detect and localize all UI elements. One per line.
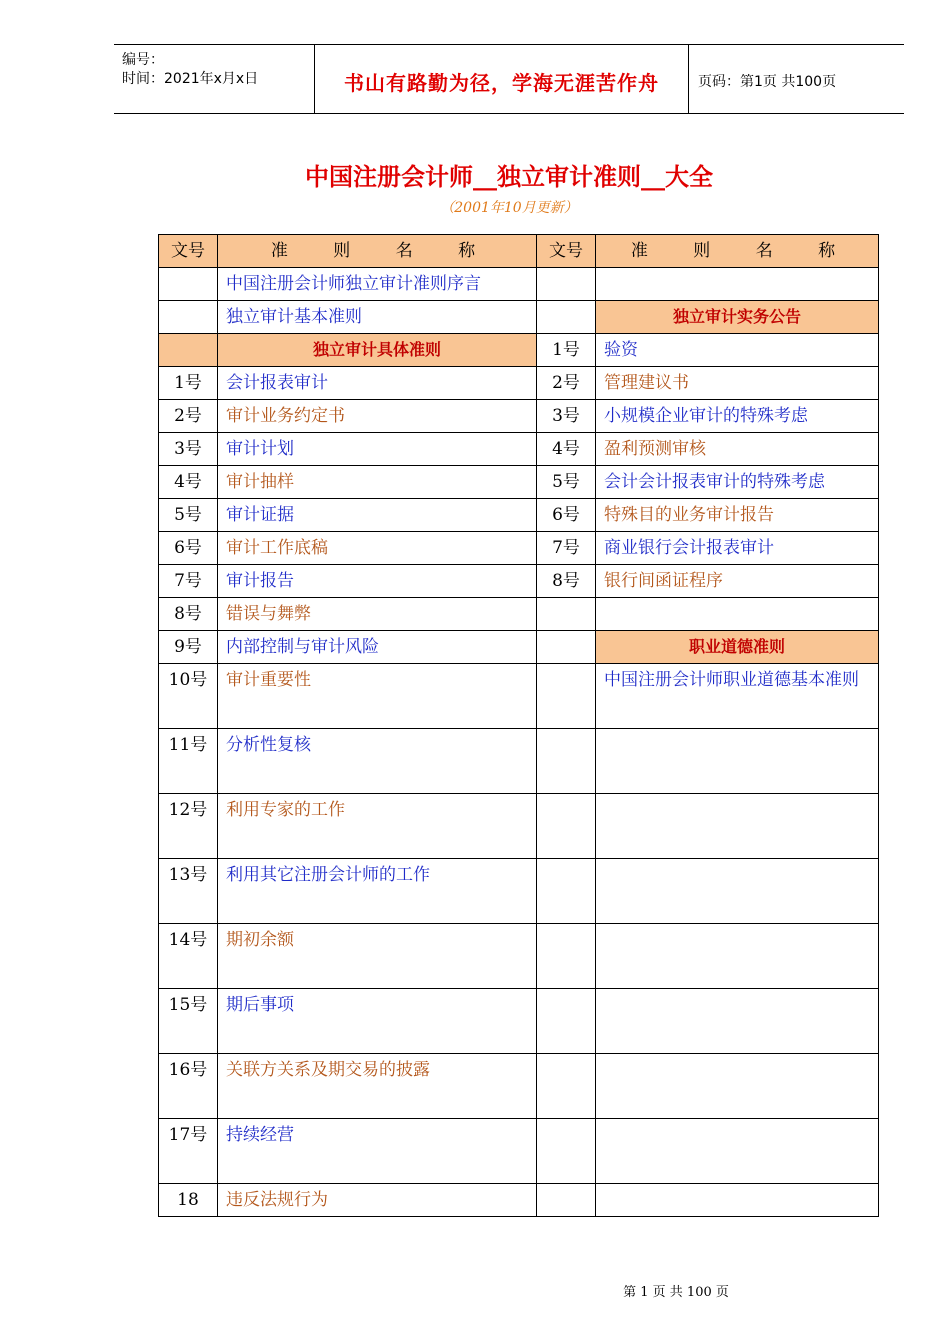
- bulletin-number: 8号: [537, 565, 596, 598]
- bulletin-number: [537, 268, 596, 301]
- standard-name: 内部控制与审计风险: [218, 631, 537, 664]
- standard-name: 审计抽样: [218, 466, 537, 499]
- standard-number: 6号: [159, 532, 218, 565]
- bulletin-number: [537, 1184, 596, 1217]
- page-header: [114, 44, 904, 114]
- table-row: [159, 367, 879, 400]
- standard-number: 11号: [159, 729, 218, 794]
- standard-number: 2号: [159, 400, 218, 433]
- standard-name: 错误与舞弊: [218, 598, 537, 631]
- bulletin-number: 1号: [537, 334, 596, 367]
- bulletin-name: 盈利预测审核: [596, 433, 879, 466]
- bulletin-number: 5号: [537, 466, 596, 499]
- table-row: [159, 924, 879, 989]
- bulletin-number: [537, 794, 596, 859]
- standard-name: 审计证据: [218, 499, 537, 532]
- standard-name: 审计业务约定书: [218, 400, 537, 433]
- bulletin-number: [537, 598, 596, 631]
- bulletin-number: 2号: [537, 367, 596, 400]
- standard-name: 中国注册会计师独立审计准则序言: [218, 268, 537, 301]
- standard-number: [159, 301, 218, 334]
- bulletin-number: [537, 664, 596, 729]
- bulletin-number: [537, 859, 596, 924]
- bulletin-number: 3号: [537, 400, 596, 433]
- standard-number: 16号: [159, 1054, 218, 1119]
- standard-name: 期初余额: [218, 924, 537, 989]
- standard-number: 14号: [159, 924, 218, 989]
- table-row: [159, 268, 879, 301]
- bulletin-name: 独立审计实务公告: [596, 301, 879, 334]
- document-title: 中国注册会计师__独立审计准则__大全: [305, 162, 713, 191]
- column-header: 文号: [537, 235, 596, 268]
- bulletin-name: 特殊目的业务审计报告: [596, 499, 879, 532]
- standard-number: 4号: [159, 466, 218, 499]
- table-row: [159, 1184, 879, 1217]
- bulletin-number: [537, 301, 596, 334]
- standard-number: 17号: [159, 1119, 218, 1184]
- bulletin-name: [596, 1119, 879, 1184]
- table-row: [159, 565, 879, 598]
- standard-name: 违反法规行为: [218, 1184, 537, 1217]
- standard-name: 利用专家的工作: [218, 794, 537, 859]
- bulletin-name: 商业银行会计报表审计: [596, 532, 879, 565]
- bulletin-name: [596, 859, 879, 924]
- standard-name: 期后事项: [218, 989, 537, 1054]
- bulletin-number: [537, 631, 596, 664]
- table-row: [159, 1054, 879, 1119]
- page-footer: 第 1 页 共 100 页: [623, 1285, 729, 1300]
- header-page-info: 页码：第1页 共100页: [698, 74, 837, 90]
- standard-name: 会计报表审计: [218, 367, 537, 400]
- bulletin-name: 小规模企业审计的特殊考虑: [596, 400, 879, 433]
- bulletin-number: 4号: [537, 433, 596, 466]
- header-motto: 书山有路勤为径，学海无涯苦作舟: [344, 71, 659, 95]
- bulletin-name: 验资: [596, 334, 879, 367]
- standard-number: 5号: [159, 499, 218, 532]
- table-row: [159, 794, 879, 859]
- standard-number: [159, 268, 218, 301]
- standard-number: 1号: [159, 367, 218, 400]
- table-row: [159, 433, 879, 466]
- standard-number: [159, 334, 218, 367]
- bulletin-number: 6号: [537, 499, 596, 532]
- standard-number: 10号: [159, 664, 218, 729]
- bulletin-name: 职业道德准则: [596, 631, 879, 664]
- table-row: [159, 1119, 879, 1184]
- header-divider: [688, 45, 689, 113]
- bulletin-name: [596, 598, 879, 631]
- column-header: 文号: [159, 235, 218, 268]
- bulletin-name: 中国注册会计师职业道德基本准则: [596, 664, 879, 729]
- standard-name: 利用其它注册会计师的工作: [218, 859, 537, 924]
- standard-name: 审计重要性: [218, 664, 537, 729]
- standard-name: 审计工作底稿: [218, 532, 537, 565]
- standard-number: 7号: [159, 565, 218, 598]
- standard-name: 审计计划: [218, 433, 537, 466]
- standard-number: 8号: [159, 598, 218, 631]
- bulletin-name: 管理建议书: [596, 367, 879, 400]
- table-row: [159, 499, 879, 532]
- table-row: [159, 729, 879, 794]
- standard-number: 9号: [159, 631, 218, 664]
- table-row: [159, 466, 879, 499]
- bulletin-name: [596, 268, 879, 301]
- table-row: [159, 532, 879, 565]
- standard-number: 15号: [159, 989, 218, 1054]
- bulletin-number: [537, 729, 596, 794]
- bulletin-number: [537, 924, 596, 989]
- standard-number: 3号: [159, 433, 218, 466]
- bulletin-name: [596, 924, 879, 989]
- header-meta: [122, 51, 312, 89]
- table-row: [159, 598, 879, 631]
- table-row: [159, 631, 879, 664]
- table-row: [159, 334, 879, 367]
- bulletin-number: [537, 1054, 596, 1119]
- table-row: [159, 301, 879, 334]
- standard-name: 分析性复核: [218, 729, 537, 794]
- standard-name: 持续经营: [218, 1119, 537, 1184]
- table-row: [159, 859, 879, 924]
- bulletin-name: 会计会计报表审计的特殊考虑: [596, 466, 879, 499]
- standard-name: 独立审计基本准则: [218, 301, 537, 334]
- bulletin-name: [596, 989, 879, 1054]
- standard-number: 18: [159, 1184, 218, 1217]
- table-header-row: [159, 235, 879, 268]
- table-body: [159, 235, 879, 1217]
- standard-name: 关联方关系及期交易的披露: [218, 1054, 537, 1119]
- bulletin-number: [537, 989, 596, 1054]
- table-row: [159, 664, 879, 729]
- standards-table: [158, 234, 879, 1217]
- column-header: 准 则 名 称: [596, 235, 879, 268]
- number-label: 编号：: [122, 52, 164, 68]
- standard-name: 独立审计具体准则: [218, 334, 537, 367]
- standard-name: 审计报告: [218, 565, 537, 598]
- table-row: [159, 989, 879, 1054]
- document-subtitle: （2001年10月更新）: [440, 200, 578, 216]
- bulletin-name: [596, 794, 879, 859]
- time-label: 时间：2021年x月x日: [122, 71, 259, 87]
- bulletin-name: [596, 1054, 879, 1119]
- bulletin-number: [537, 1119, 596, 1184]
- bulletin-number: 7号: [537, 532, 596, 565]
- bulletin-name: [596, 729, 879, 794]
- standard-number: 12号: [159, 794, 218, 859]
- column-header: 准 则 名 称: [218, 235, 537, 268]
- bulletin-name: 银行间函证程序: [596, 565, 879, 598]
- standard-number: 13号: [159, 859, 218, 924]
- bulletin-name: [596, 1184, 879, 1217]
- table-row: [159, 400, 879, 433]
